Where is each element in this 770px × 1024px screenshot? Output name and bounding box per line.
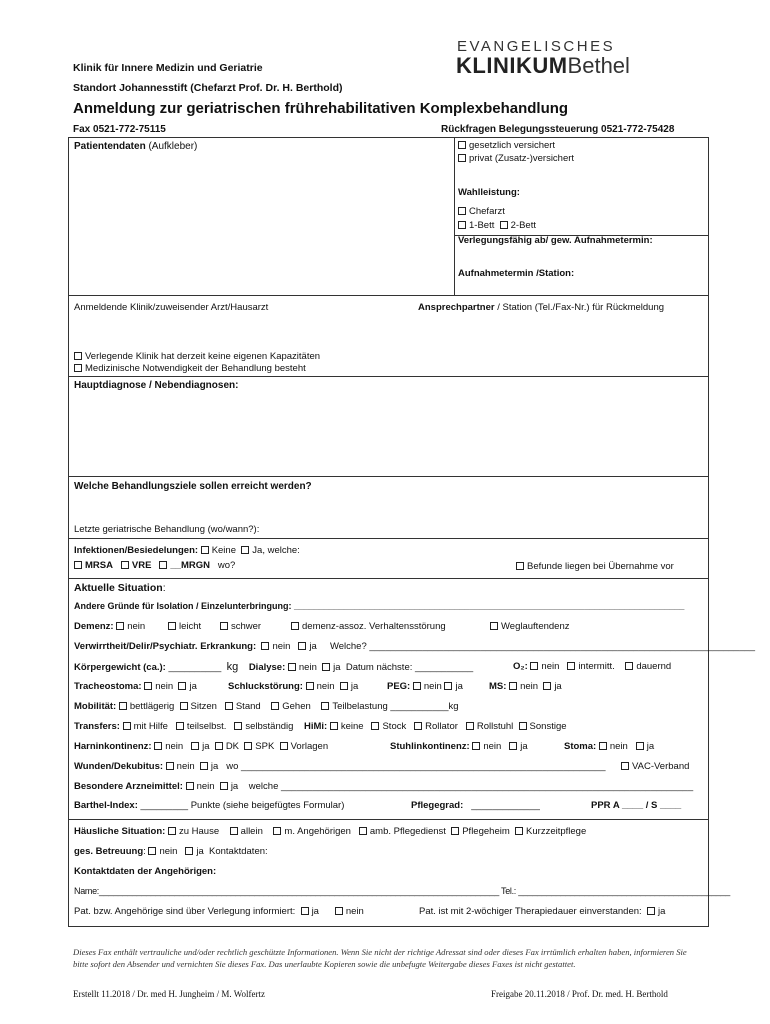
pflegegrad-row [411, 800, 540, 811]
stoma-label: Stoma: [564, 741, 597, 752]
bett2-checkbox[interactable] [500, 221, 508, 229]
teilbel-label: Teilbelastung ___________kg [332, 701, 459, 712]
himi-keine-label: keine [340, 721, 364, 732]
infection-label: Infektionen/Besiedelungen: [74, 545, 199, 556]
chefarzt-label: Chefarzt [469, 206, 505, 217]
betreuung-label: ges. Betreuung [74, 846, 144, 857]
stuhl-nein-label: nein [483, 741, 502, 752]
verwirrt-label: Verwirrtheit/Delir/Psychiatr. Erkrankung: [74, 641, 257, 652]
wunden-row [74, 761, 606, 772]
wunden-nein-label: nein [176, 761, 195, 772]
ja-welche-label: Ja, welche: [252, 545, 300, 556]
dialyse-ja-label: ja [333, 662, 341, 673]
pathogen-row [74, 560, 235, 571]
sonstige-label: Sonstige [529, 721, 567, 732]
ansprech-note: / Station (Tel./Fax-Nr.) für Rückmeldung [497, 302, 665, 313]
schwer-checkbox[interactable] [220, 622, 228, 630]
wahlleistung-label: Wahlleistung: [458, 187, 520, 198]
rollator-checkbox[interactable] [414, 722, 422, 730]
leicht-checkbox[interactable] [168, 622, 176, 630]
patient-data-label [74, 141, 197, 152]
tracheo-nein-checkbox[interactable] [144, 682, 152, 690]
demassoc-label: demenz-assoz. Verhaltensstörung [302, 621, 446, 632]
peg-ja-label: ja [455, 681, 463, 692]
freigabe-note: Freigabe 20.11.2018 / Prof. Dr. med. H. Berthold [491, 989, 668, 999]
ms-label: MS: [489, 681, 507, 692]
stuhl-ja-label: ja [520, 741, 528, 752]
schluck-ja-checkbox[interactable] [340, 682, 348, 690]
privat-checkbox[interactable] [458, 154, 466, 162]
ms-nein-label: nein [520, 681, 539, 692]
kontakt-angeh-label: Kontaktdaten der Angehörigen: [74, 866, 217, 877]
befunde-option[interactable] [516, 561, 674, 572]
ms-row [489, 681, 562, 692]
mrsa-checkbox[interactable] [74, 561, 82, 569]
stoma-ja-checkbox[interactable] [636, 742, 644, 750]
logo-line2: KLINIKUM [456, 53, 568, 78]
peg-ja-checkbox[interactable] [444, 682, 452, 690]
keine-label: Keine [211, 545, 236, 556]
stand-label: Stand [235, 701, 261, 712]
spk-label: SPK [255, 741, 275, 752]
gesetzlich-option[interactable] [458, 140, 555, 151]
gesetzlich-checkbox[interactable] [458, 141, 466, 149]
datum-field[interactable]: ___________ [415, 662, 474, 673]
stoma-ja-label: ja [646, 741, 655, 752]
informiert-row [74, 906, 364, 917]
tracheo-label: Tracheostoma: [74, 681, 142, 692]
verwirrt-nein-label: nein [272, 641, 291, 652]
peg-nein-label: nein [423, 681, 442, 692]
patient-label-bold: Patientendaten [74, 141, 146, 152]
weglauf-option[interactable] [490, 621, 570, 632]
patient-label-note: (Aufkleber) [148, 141, 198, 152]
teilbel-checkbox[interactable] [321, 702, 329, 710]
mrsa-label: MRSA [85, 560, 113, 571]
dauernd-checkbox[interactable] [625, 662, 633, 670]
arznei-nein-label: nein [196, 781, 215, 792]
ms-ja-checkbox[interactable] [543, 682, 551, 690]
amb-checkbox[interactable] [359, 827, 367, 835]
gewicht-label: Körpergewicht (ca.): [74, 662, 166, 673]
situation-title [74, 582, 166, 594]
ansprech-bold: Ansprechpartner [418, 302, 495, 313]
situation-title-bold: Aktuelle Situation [74, 582, 163, 594]
bett-checkbox[interactable] [119, 702, 127, 710]
stand-checkbox[interactable] [225, 702, 233, 710]
vorlagen-label: Vorlagen [290, 741, 329, 752]
arznei-ja-checkbox[interactable] [220, 782, 228, 790]
barthel-label: Barthel-Index: [74, 800, 138, 811]
schluck-row [228, 681, 358, 692]
kapazitaeten-option[interactable] [74, 351, 320, 362]
bett-label: bettlägerig [129, 701, 175, 712]
diagnosis-label: Hauptdiagnose / Nebendiagnosen: [74, 380, 239, 391]
peg-nein-checkbox[interactable] [413, 682, 421, 690]
bett2-label: 2-Bett [510, 220, 536, 231]
mobil-label: Mobilität: [74, 701, 117, 712]
clinic-name: Klinik für Innere Medizin und Geriatrie [73, 62, 263, 74]
therapie-row [419, 906, 665, 917]
betreuung-row [74, 846, 268, 857]
wunden-ja-checkbox[interactable] [200, 762, 208, 770]
gewicht-row [74, 661, 473, 673]
ms-nein-checkbox[interactable] [509, 682, 517, 690]
befunde-label: Befunde liegen bei Übernahme vor [527, 561, 674, 572]
pflegeheim-checkbox[interactable] [451, 827, 459, 835]
barthel-row [74, 800, 344, 811]
harn-nein-checkbox[interactable] [154, 742, 162, 750]
mrgn-checkbox[interactable] [159, 561, 167, 569]
ms-ja-label: ja [554, 681, 562, 692]
logo-line1: EVANGELISCHES [457, 38, 616, 55]
verwirrt-row [74, 641, 755, 652]
bett-options [458, 220, 536, 231]
chefarzt-checkbox[interactable] [458, 207, 466, 215]
stuhl-row [390, 741, 528, 752]
zuhause-label: zu Hause [178, 826, 220, 837]
therapie-label: Pat. ist mit 2-wöchiger Therapiedauer einverstanden: [419, 906, 642, 917]
dk-checkbox[interactable] [215, 742, 223, 750]
vac-checkbox[interactable] [621, 762, 629, 770]
kurzzeit-label: Kurzzeitpflege [526, 826, 587, 837]
wunden-nein-checkbox[interactable] [166, 762, 174, 770]
o2-label: O₂: [513, 661, 528, 672]
pflegegrad-field[interactable]: _____________ [471, 800, 540, 811]
home-row [74, 826, 586, 837]
stuhl-nein-checkbox[interactable] [472, 742, 480, 750]
ja-welche-checkbox[interactable] [241, 546, 249, 554]
keine-checkbox[interactable] [201, 546, 209, 554]
infection-row [74, 545, 300, 556]
notwendigkeit-label: Medizinische Notwendigkeit der Behandlung besteht [85, 363, 306, 374]
site-name: Standort Johannesstift (Chefarzt Prof. Dr. H. Berthold) [73, 82, 343, 94]
demenz-label: Demenz: [74, 621, 114, 632]
stuhl-label: Stuhlinkontinenz: [390, 741, 470, 752]
peg-label: PEG: [387, 681, 411, 692]
betreuung-nein-checkbox[interactable] [148, 847, 156, 855]
arznei-label: Besondere Arzneimittel: [74, 781, 183, 792]
angeh-checkbox[interactable] [273, 827, 281, 835]
vac-option[interactable] [621, 761, 689, 772]
logo [456, 53, 630, 79]
ppr-field[interactable]: PPR A ____ / S ____ [591, 800, 682, 811]
logo-line3: Bethel [567, 53, 630, 78]
kurzzeit-checkbox[interactable] [515, 827, 523, 835]
fax-number: Fax 0521-772-75115 [73, 124, 166, 135]
zuhause-checkbox[interactable] [168, 827, 176, 835]
amb-label: amb. Pflegedienst [369, 826, 446, 837]
wunden-ja-label: ja [210, 761, 219, 772]
himi-label: HiMi: [303, 721, 328, 732]
mithilfe-checkbox[interactable] [123, 722, 131, 730]
arznei-welche-field[interactable]: welche ______________________________________________________________________________ [248, 781, 694, 792]
betreuung-ja-label: ja [196, 846, 204, 857]
vre-label: VRE [131, 560, 152, 571]
mrgn-label: __MRGN [170, 560, 210, 571]
arznei-nein-checkbox[interactable] [186, 782, 194, 790]
spk-checkbox[interactable] [244, 742, 252, 750]
gesetzlich-label: gesetzlich versichert [469, 140, 556, 151]
arznei-ja-label: ja [230, 781, 239, 792]
dauernd-label: dauernd [636, 661, 672, 672]
betreuung-kontakt-label: Kontaktdaten: [209, 846, 268, 857]
peg-row [387, 681, 463, 692]
tracheo-nein-label: nein [155, 681, 174, 692]
sonstige-checkbox[interactable] [519, 722, 527, 730]
teilselbst-label: teilselbst. [186, 721, 227, 732]
tracheo-ja-label: ja [189, 681, 197, 692]
selbst-checkbox[interactable] [234, 722, 242, 730]
demenz-nein-label: nein [127, 621, 146, 632]
schwer-label: schwer [231, 621, 262, 632]
mobil-row [74, 701, 459, 712]
tracheo-ja-checkbox[interactable] [178, 682, 186, 690]
kapazitaeten-checkbox[interactable] [74, 352, 82, 360]
verwirrt-ja-checkbox[interactable] [298, 642, 306, 650]
schluck-nein-checkbox[interactable] [306, 682, 314, 690]
wunden-wo-field[interactable]: wo _____________________________________________________________________ [226, 761, 606, 772]
transfers-row [74, 721, 567, 732]
demenz-nein-checkbox[interactable] [116, 622, 124, 630]
rollstuhl-checkbox[interactable] [466, 722, 474, 730]
privat-label: privat (Zusatz-)versichert [469, 153, 575, 164]
schluck-label: Schluckstörung: [228, 681, 303, 692]
ansprechpartner-label [418, 302, 664, 313]
gehen-checkbox[interactable] [271, 702, 279, 710]
harn-ja-checkbox[interactable] [191, 742, 199, 750]
verlegung-label: Verlegungsfähig ab/ gew. Aufnahmetermin: [458, 235, 653, 246]
dialyse-nein-label: nein [298, 662, 317, 673]
harn-ja-label: ja [202, 741, 210, 752]
kg-unit: kg [226, 661, 239, 673]
dialyse-nein-checkbox[interactable] [288, 663, 296, 671]
leicht-label: leicht [179, 621, 202, 632]
datum-label: Datum nächste: [345, 662, 413, 673]
allein-checkbox[interactable] [230, 827, 238, 835]
schluck-nein-label: nein [316, 681, 335, 692]
rollator-label: Rollator [425, 721, 458, 732]
situation-title-colon: : [162, 582, 166, 594]
transfers-label: Transfers: [74, 721, 120, 732]
weglauf-label: Weglauftendenz [501, 621, 570, 632]
vorlagen-checkbox[interactable] [280, 742, 288, 750]
stoma-nein-label: nein [609, 741, 628, 752]
wo-label: wo? [217, 560, 236, 571]
leicht-option[interactable] [168, 621, 201, 632]
sitzen-checkbox[interactable] [180, 702, 188, 710]
therapie-ja-label: ja [657, 906, 666, 917]
vac-label: VAC-Verband [632, 761, 690, 772]
informiert-nein-checkbox[interactable] [335, 907, 343, 915]
goals-label: Welche Behandlungsziele sollen erreicht werden? [74, 481, 312, 492]
betreuung-nein-label: nein [159, 846, 178, 857]
notwendigkeit-option[interactable] [74, 363, 306, 374]
notwendigkeit-checkbox[interactable] [74, 364, 82, 372]
sitzen-label: Sitzen [190, 701, 217, 712]
name-tel-field[interactable]: Name:_____________________________________________________________________________________ Tel.: _____________________________________________ [74, 886, 730, 896]
teilselbst-checkbox[interactable] [176, 722, 184, 730]
himi-keine-checkbox[interactable] [330, 722, 338, 730]
vre-checkbox[interactable] [121, 561, 129, 569]
barthel-field[interactable]: _________ Punkte (siehe beigefügtes Formular) [140, 800, 345, 811]
angeh-label: m. Angehörigen [284, 826, 351, 837]
o2-nein-checkbox[interactable] [530, 662, 538, 670]
gewicht-field[interactable]: __________ [168, 662, 222, 673]
dialyse-label: Dialyse: [248, 662, 286, 673]
isolation-line: Andere Gründe für Isolation / Einzelunterbringung: ______________________________________________________________________________ [74, 601, 685, 611]
verwirrt-ja-label: ja [309, 641, 317, 652]
o2-row [513, 661, 671, 672]
demenz-row [74, 621, 145, 632]
betreuung-ja-checkbox[interactable] [185, 847, 193, 855]
arznei-row [74, 781, 693, 792]
bett1-label: 1-Bett [469, 220, 495, 231]
selbst-label: selbständig [245, 721, 294, 732]
demassoc-option[interactable] [291, 621, 446, 632]
harn-row [74, 741, 328, 752]
schwer-option[interactable] [220, 621, 261, 632]
intermitt-label: intermitt. [578, 661, 615, 672]
harn-label: Harninkontinenz: [74, 741, 152, 752]
stock-label: Stock [382, 721, 407, 732]
verwirrt-nein-checkbox[interactable] [261, 642, 269, 650]
harn-nein-label: nein [165, 741, 184, 752]
privat-option[interactable] [458, 153, 574, 164]
pflegegrad-label: Pflegegrad: [411, 800, 464, 811]
stoma-nein-checkbox[interactable] [599, 742, 607, 750]
anmeldende-klinik-label: Anmeldende Klinik/zuweisender Arzt/Hausarzt [74, 302, 269, 313]
mithilfe-label: mit Hilfe [133, 721, 168, 732]
stock-checkbox[interactable] [371, 722, 379, 730]
demassoc-checkbox[interactable] [291, 622, 299, 630]
erstellt-note: Erstellt 11.2018 / Dr. med H. Jungheim / M. Wolfertz [73, 989, 266, 999]
kapazitaeten-label: Verlegende Klinik hat derzeit keine eigenen Kapazitäten [85, 351, 321, 362]
rollstuhl-label: Rollstuhl [476, 721, 514, 732]
bett1-checkbox[interactable] [458, 221, 466, 229]
betreuung-colon: : [143, 846, 146, 857]
chefarzt-option[interactable] [458, 206, 505, 217]
allein-label: allein [240, 826, 263, 837]
therapie-ja-checkbox[interactable] [647, 907, 655, 915]
dialyse-ja-checkbox[interactable] [322, 663, 330, 671]
fax-disclaimer: Dieses Fax enthält vertrauliche und/oder rechtlich geschützte Informationen. Wenn Sie nicht der richtige Adressat sind oder dieses Fax irrtümlich erhalten haben, informieren Sie bitte sofort den Absender und vernichten Sie dieses Fax. Das unerlaubte Kopieren sowie die unbefugte Weitergabe dieses Faxes ist nicht gestattet. [73, 947, 687, 969]
informiert-nein-label: nein [345, 906, 364, 917]
home-label: Häusliche Situation: [74, 826, 166, 837]
stoma-row [564, 741, 654, 752]
weglauf-checkbox[interactable] [490, 622, 498, 630]
dk-label: DK [225, 741, 240, 752]
informiert-ja-label: ja [311, 906, 319, 917]
o2-nein-label: nein [541, 661, 560, 672]
informiert-ja-checkbox[interactable] [301, 907, 309, 915]
letzte-behandlung-label: Letzte geriatrische Behandlung (wo/wann?): [74, 524, 260, 535]
schluck-ja-label: ja [350, 681, 359, 692]
rueckfragen-number: Rückfragen Belegungssteuerung 0521-772-75428 [441, 124, 675, 135]
aufnahme-label: Aufnahmetermin /Station: [458, 268, 575, 279]
tracheo-row [74, 681, 197, 692]
gehen-label: Gehen [282, 701, 311, 712]
stuhl-ja-checkbox[interactable] [509, 742, 517, 750]
informiert-label: Pat. bzw. Angehörige sind über Verlegung informiert: [74, 906, 296, 917]
wunden-label: Wunden/Dekubitus: [74, 761, 164, 772]
befunde-checkbox[interactable] [516, 562, 524, 570]
page-title: Anmeldung zur geriatrischen frührehabilitativen Komplexbehandlung [73, 100, 569, 117]
intermitt-checkbox[interactable] [567, 662, 575, 670]
verwirrt-welche: Welche? _________________________________________________________________________ [329, 641, 756, 652]
pflegeheim-label: Pflegeheim [462, 826, 510, 837]
